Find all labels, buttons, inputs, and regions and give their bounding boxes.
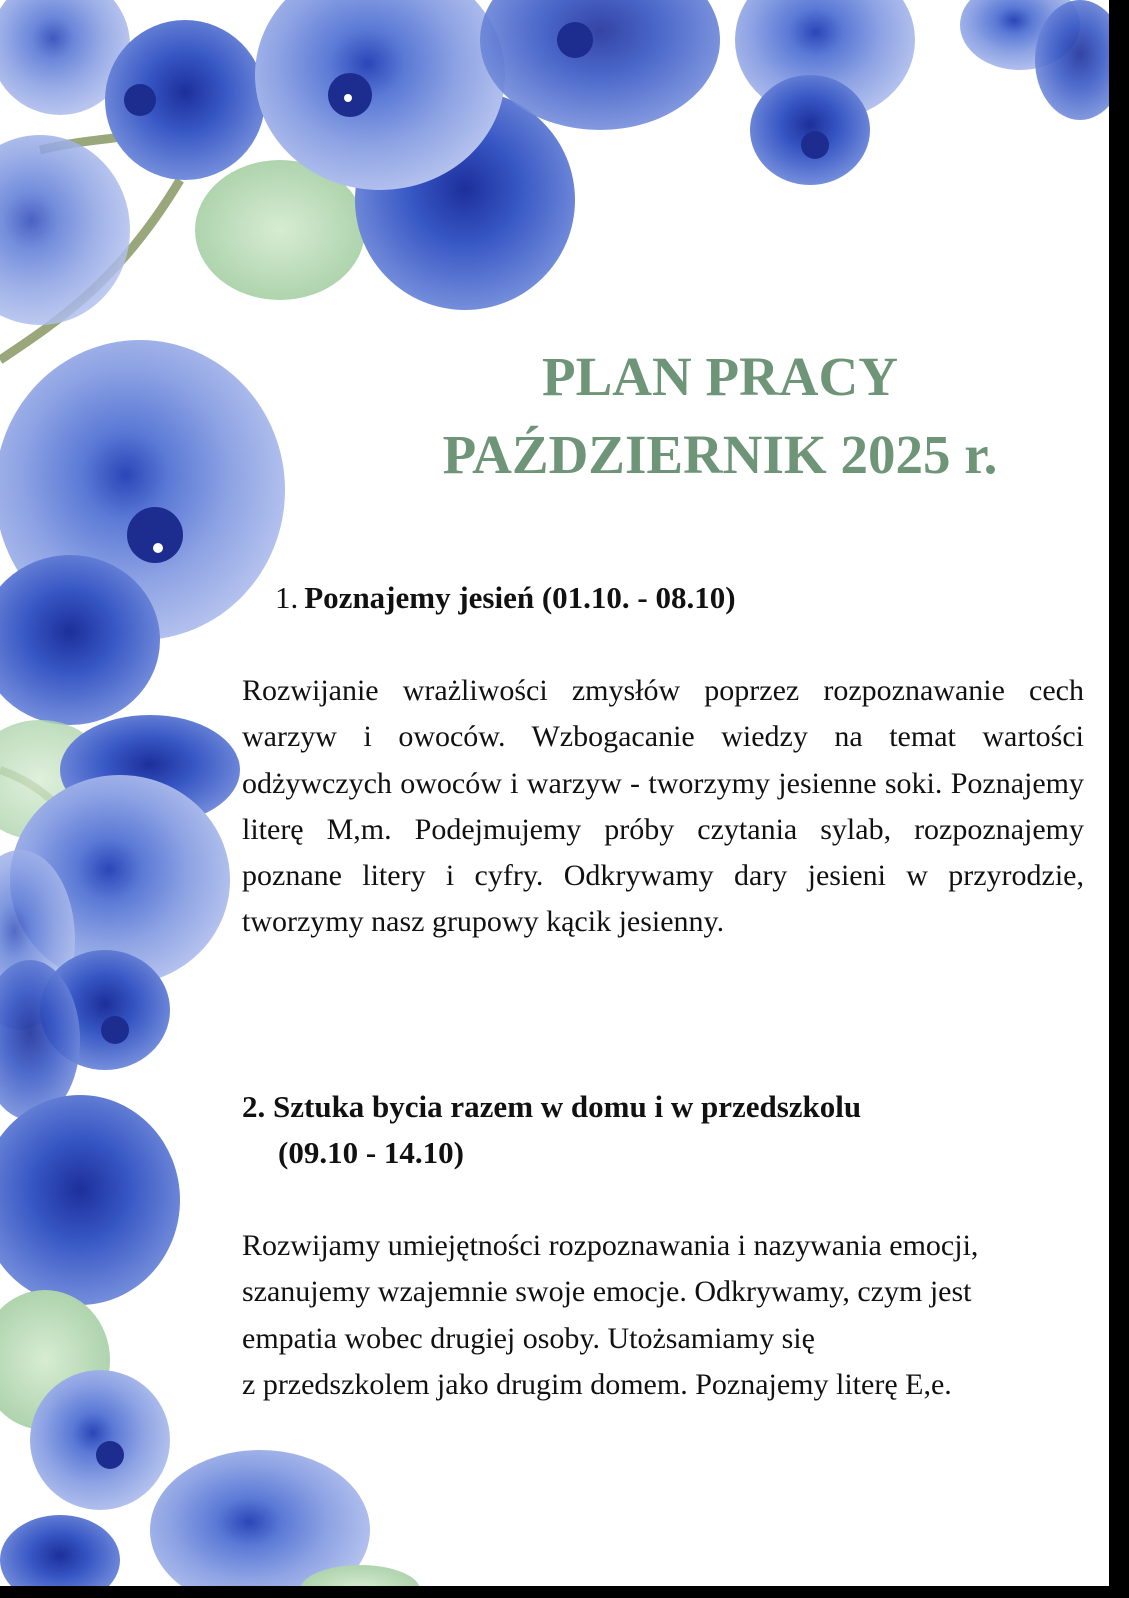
page-border-right (1109, 0, 1129, 1598)
page-border-bottom (0, 1586, 1129, 1598)
section-2-body (242, 1223, 1084, 1408)
section-1-title: Poznajemy jesień (01.10. - 08.10) (304, 580, 736, 615)
section-1-number: 1. (275, 580, 299, 615)
berry (30, 1370, 170, 1510)
berry (0, 135, 130, 325)
section-2-dates: (09.10 - 14.10) (278, 1135, 464, 1170)
section-2-body-line: Rozwijamy umiejętności rozpoznawania i nazywania emocji, (242, 1229, 979, 1262)
section-1-heading (275, 580, 736, 616)
title-line-2: PAŹDZIERNIK 2025 r. (442, 424, 998, 485)
title-line-1: PLAN PRACY (542, 346, 898, 407)
section-1-body: Rozwijanie wrażliwości zmysłów poprzez rozpoznawanie cech warzyw i owoców. Wzbogacanie wiedzy na temat wartości odżywczych owoców i warzyw - tworzymy jesienne soki. Poznajemy literę M,m. Podejmujemy próby czytania sylab, rozpoznajemy poznane litery i cyfry. Odkrywamy dary jesieni w przyrodzie, tworzymy nasz grupowy kącik jesienny. (242, 674, 1084, 939)
section-2-heading (242, 1084, 861, 1176)
berry (750, 75, 870, 185)
section-2-title: 2. Sztuka bycia razem w domu i w przedszkolu (242, 1089, 862, 1124)
section-2-body-line: z przedszkolem jako drugim domem. Poznajemy literę E,e. (242, 1367, 952, 1401)
page-title (380, 338, 1060, 494)
section-2-body-line: szanujemy wzajemnie swoje emocje. Odkrywamy, czym jest (242, 1275, 972, 1309)
section-2-body-line: empatia wobec drugiej osoby. Utożsamiamy się (242, 1321, 815, 1355)
berry (0, 1095, 180, 1305)
